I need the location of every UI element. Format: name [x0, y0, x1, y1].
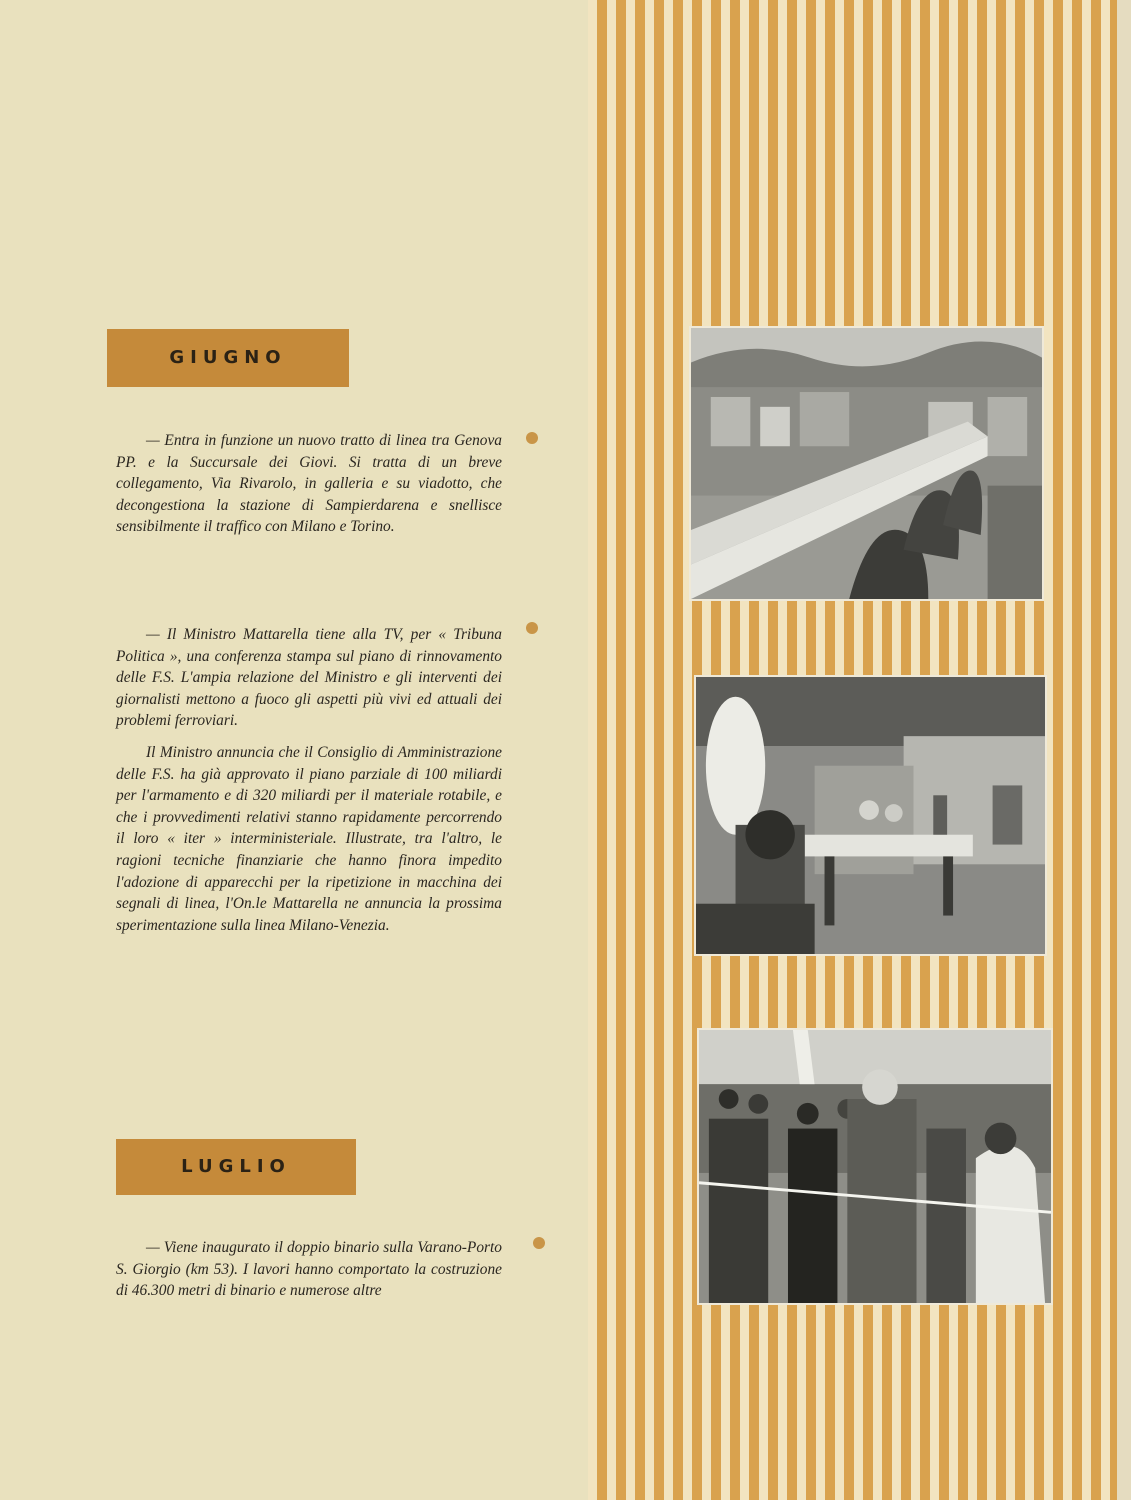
- press-conference-image: [696, 677, 1045, 954]
- viaduct-image: [691, 328, 1042, 599]
- giugno-item-2: [116, 624, 502, 946]
- heading-luglio: LUGLIO: [116, 1139, 356, 1195]
- page-edge: [1117, 0, 1131, 1500]
- luglio-item-1-text: — Viene inaugurato il doppio binario sulla Varano-Porto S. Giorgio (km 53). I lavori hanno comportato la costruzione di 46.300 metri di binario e numerose altre: [116, 1239, 502, 1300]
- bullet-icon: [526, 432, 538, 444]
- photo-viaduct: [689, 326, 1044, 601]
- giugno-item-2a-text: — Il Ministro Mattarella tiene alla TV, per « Tribuna Politica », una conferenza stampa sul piano di rinnovamento delle F.S. L'ampia relazione del Ministro e gli interventi dei giornalisti mettono a fuoco gli aspetti più vivi ed attuali dei problemi ferroviari.: [116, 626, 502, 730]
- luglio-item-1: [116, 1237, 502, 1312]
- heading-giugno: GIUGNO: [107, 329, 349, 387]
- bullet-icon: [526, 622, 538, 634]
- bullet-icon: [533, 1237, 545, 1249]
- inauguration-image: [699, 1030, 1051, 1303]
- giugno-item-1-text: — Entra in funzione un nuovo tratto di linea tra Genova PP. e la Succursale dei Giovi. Si tratta di un breve collegamento, Via Rivarolo, in galleria e su viadotto, che decongestiona la stazione di Sampierdarena e snellisce sensibilmente il traffico con Milano e Torino.: [116, 432, 502, 536]
- photo-inauguration: [697, 1028, 1053, 1305]
- giugno-item-2b-text: Il Ministro annuncia che il Consiglio di Amministrazione delle F.S. ha già approvato il piano parziale di 100 miliardi per l'armamento e di 320 miliardi per il materiale rotabile, e che i provvedimenti relativi stanno rapidamente percorrendo il loro « iter » interministeriale. Illustrate, tra l'altro, le ragioni tecniche finanziarie che hanno finora impedito l'adozione di apparecchi per la ripetizione in macchina dei segnali di linea, l'On.le Mattarella ne annuncia la prossima sperimentazione sulla linea Milano-Venezia.: [116, 743, 502, 934]
- photo-press-conference: [694, 675, 1047, 956]
- giugno-item-1: [116, 430, 502, 548]
